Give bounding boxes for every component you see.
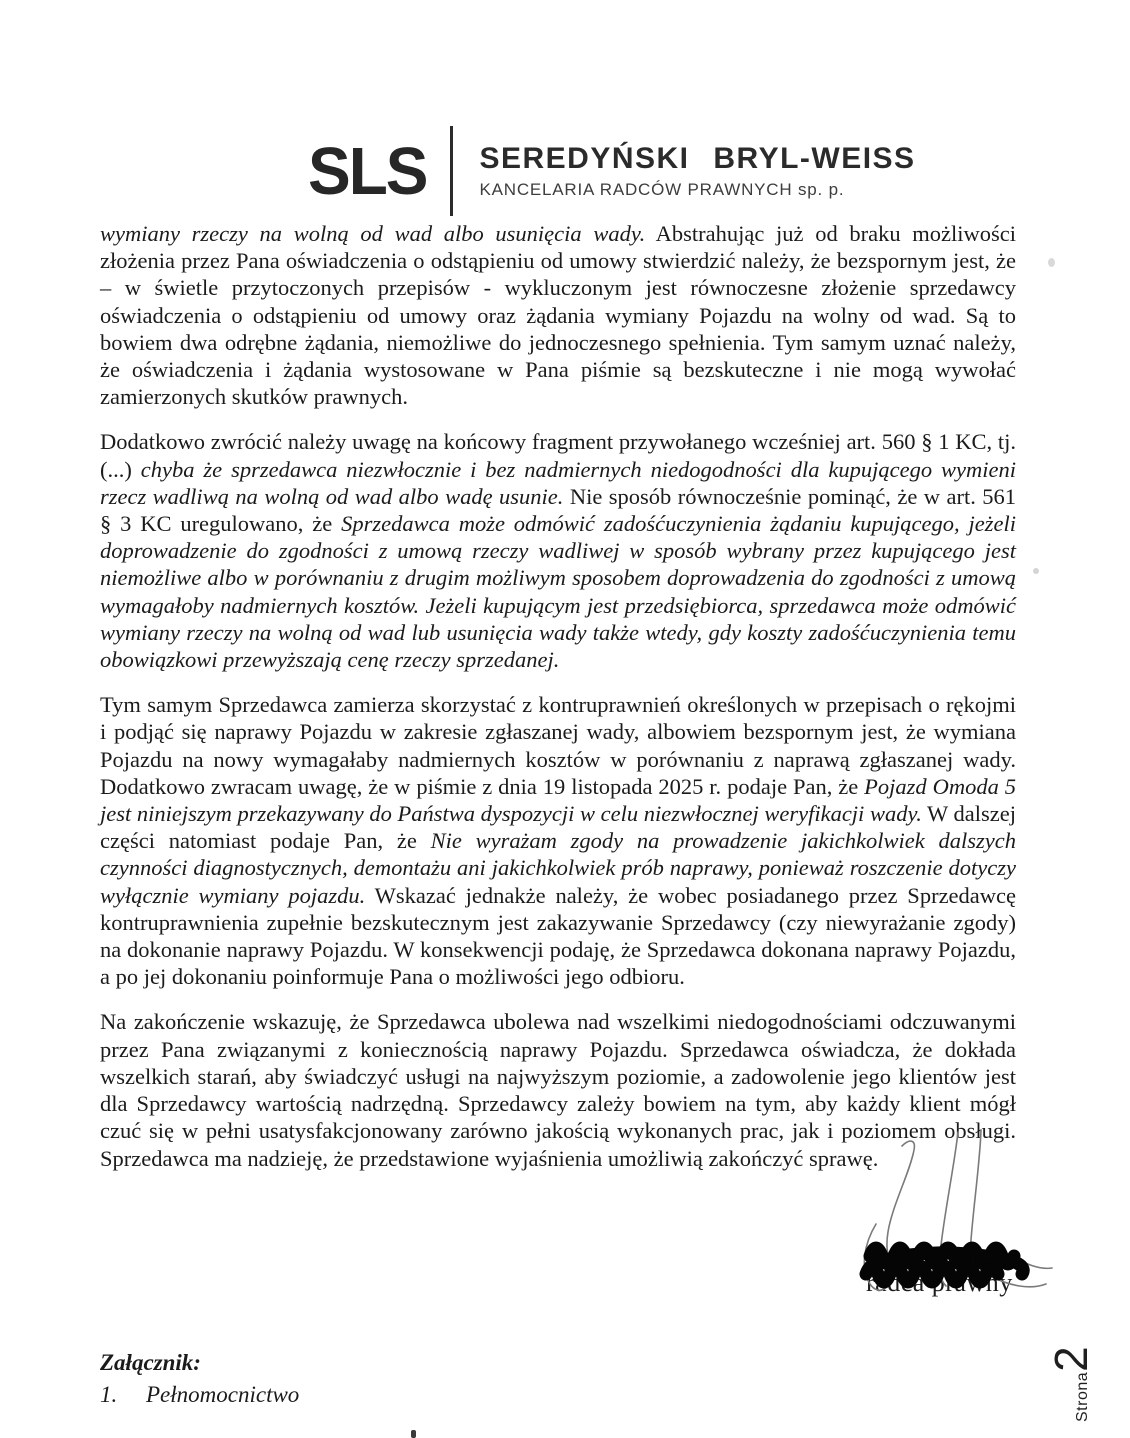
attachment-label: Pełnomocnictwo — [146, 1382, 300, 1407]
paragraph — [100, 428, 1016, 673]
body-text: Na zakończenie wskazuję, że Sprzedawca ubolewa nad wszelkimi niedogodnościami odczuwanymi przez Pana związanymi z koniecznością naprawy Pojazdu. Sprzedawca oświadcza, że dokłada wszelkich starań, aby świadczyć usługi na najwyższym poziomie, a zadowolenie jego klientów jest dla Sprzedawcy wartością nadrzędną. Sprzedawcy zależy bowiem na tym, aby każdy klient mógł czuć się w pełni usatysfakcjonowany zarówno jakością wykonanych prac, jak i poziomem obsługi. Sprzedawca ma nadzieję, że przedstawione wyjaśnienia umożliwią zakończyć sprawę. — [100, 1009, 1016, 1171]
quoted-text: wymiany rzeczy na wolną od wad albo usunięcia wady. — [100, 221, 646, 246]
quoted-text: Sprzedawca może odmówić zadośćuczynienia żądaniu kupującego, jeżeli doprowadzenie do zgodności z umową rzeczy wadliwej w sposób wybrany przez kupującego jest niemożliwe albo w porównaniu z drugim możliwym sposobem doprowadzenia do zgodności z umową wymagałoby nadmiernych kosztów. Jeżeli kupującym jest przedsiębiorca, sprzedawca może odmówić wymiany rzeczy na wolną od wad lub usunięcia wady także wtedy, gdy koszty zadośćuczynienia temu obowiązkowi przewyższają cenę rzeczy sprzedanej. — [100, 511, 1016, 673]
attachments-section — [100, 1350, 299, 1408]
body-text: Tym samym Sprzedawca zamierza skorzystać z kontruprawnień określonych w przepisach o rękojmi i podjąć się naprawy Pojazdu w zakresie zgłaszanej wady, albowiem bezspornym jest, że wymiana Pojazdu na nowy wymagałaby nadmiernych kosztów w porównaniu z naprawą zgłaszanej wady. Dodatkowo zwracam uwagę, że w piśmie z dnia 19 listopada 2025 r. podaje Pan, że — [100, 692, 1016, 799]
attachment-number: 1. — [100, 1382, 118, 1407]
body-text: Nie sposób równocześnie pominąć, że w art. 561 § 3 KC uregulowano, że — [100, 483, 1017, 537]
quoted-text: Nie wyrażam zgody na prowadzenie jakichkolwiek dalszych czynności diagnostycznych, demontażu ani jakichkolwiek prób naprawy, ponieważ roszczenie dotyczy wyłącznie wymiany pojazdu. — [100, 828, 1016, 908]
firm-logo: SLS — [308, 133, 427, 209]
letter-body — [100, 220, 1016, 1190]
firm-identity — [479, 142, 915, 200]
scan-speck — [1048, 258, 1055, 267]
attachment-item — [100, 1382, 299, 1408]
page-number-value: 2 — [1045, 1346, 1097, 1372]
quoted-text: chyba że sprzedawca niezwłocznie i bez nadmiernych niedogodności dla kupującego wymieni rzecz wadliwą na wolną od wad albo wadę usunie. — [100, 456, 1016, 509]
firm-name: SEREDYŃSKI BRYL-WEISS — [479, 142, 916, 176]
quoted-text: Pojazd Omoda 5 jest niniejszym przekazywany do Państwa dyspozycji w celu niezwłocznej weryfikacji wady. — [100, 773, 1016, 827]
letterhead — [308, 126, 916, 216]
signature-role-label: radca prawny — [866, 1268, 1013, 1297]
letterhead-divider — [450, 126, 453, 216]
body-text: Abstrahując już od braku możliwości złożenia przez Pana oświadczenia o odstąpieniu od umowy stwierdzić należy, że bezspornym jest, że – w świetle przytoczonych przepisów - wykluczonym jest równoczesne złożenie sprzedawcy oświadczenia o odstąpieniu od umowy oraz żądania wymiany Pojazdu na wolny od wad. Są to bowiem dwa odrębne żądania, niemożliwe do jednoczesnego spełnienia. Tym samym uznać należy, że oświadczenia i żądania wystosowane w Pana piśmie są bezskuteczne i nie mogą wywołać zamierzonych skutków prawnych. — [100, 221, 1016, 410]
page-number-label: Strona — [1074, 1371, 1091, 1422]
page-number — [1045, 1346, 1097, 1422]
firm-subtitle: KANCELARIA RADCÓW PRAWNYCH sp. p. — [479, 179, 845, 199]
paragraph — [100, 220, 1016, 410]
paragraph — [100, 691, 1016, 990]
attachments-heading: Załącznik: — [100, 1350, 201, 1375]
body-text: Wskazać jednakże należy, że wobec posiadanego przez Sprzedawcę kontruprawnienia zupełnie bezskutecznym jest zakazywanie Sprzedawcy (czy niewyrażanie zgody) na dokonanie naprawy Pojazdu. W konsekwencji podaję, że Sprzedawca dokonana naprawy Pojazdu, a po jej dokonaniu poinformuje Pana o możliwości jego odbioru. — [100, 882, 1016, 990]
scan-speck — [411, 1430, 416, 1438]
scan-speck — [1033, 568, 1039, 574]
body-text: Dodatkowo zwrócić należy uwagę na końcowy fragment przywołanego wcześniej art. 560 § 1 KC, tj. (...) — [100, 429, 1016, 482]
body-text: W dalszej części natomiast podaje Pan, że — [100, 801, 1016, 854]
signature-strokes — [840, 1128, 1070, 1318]
